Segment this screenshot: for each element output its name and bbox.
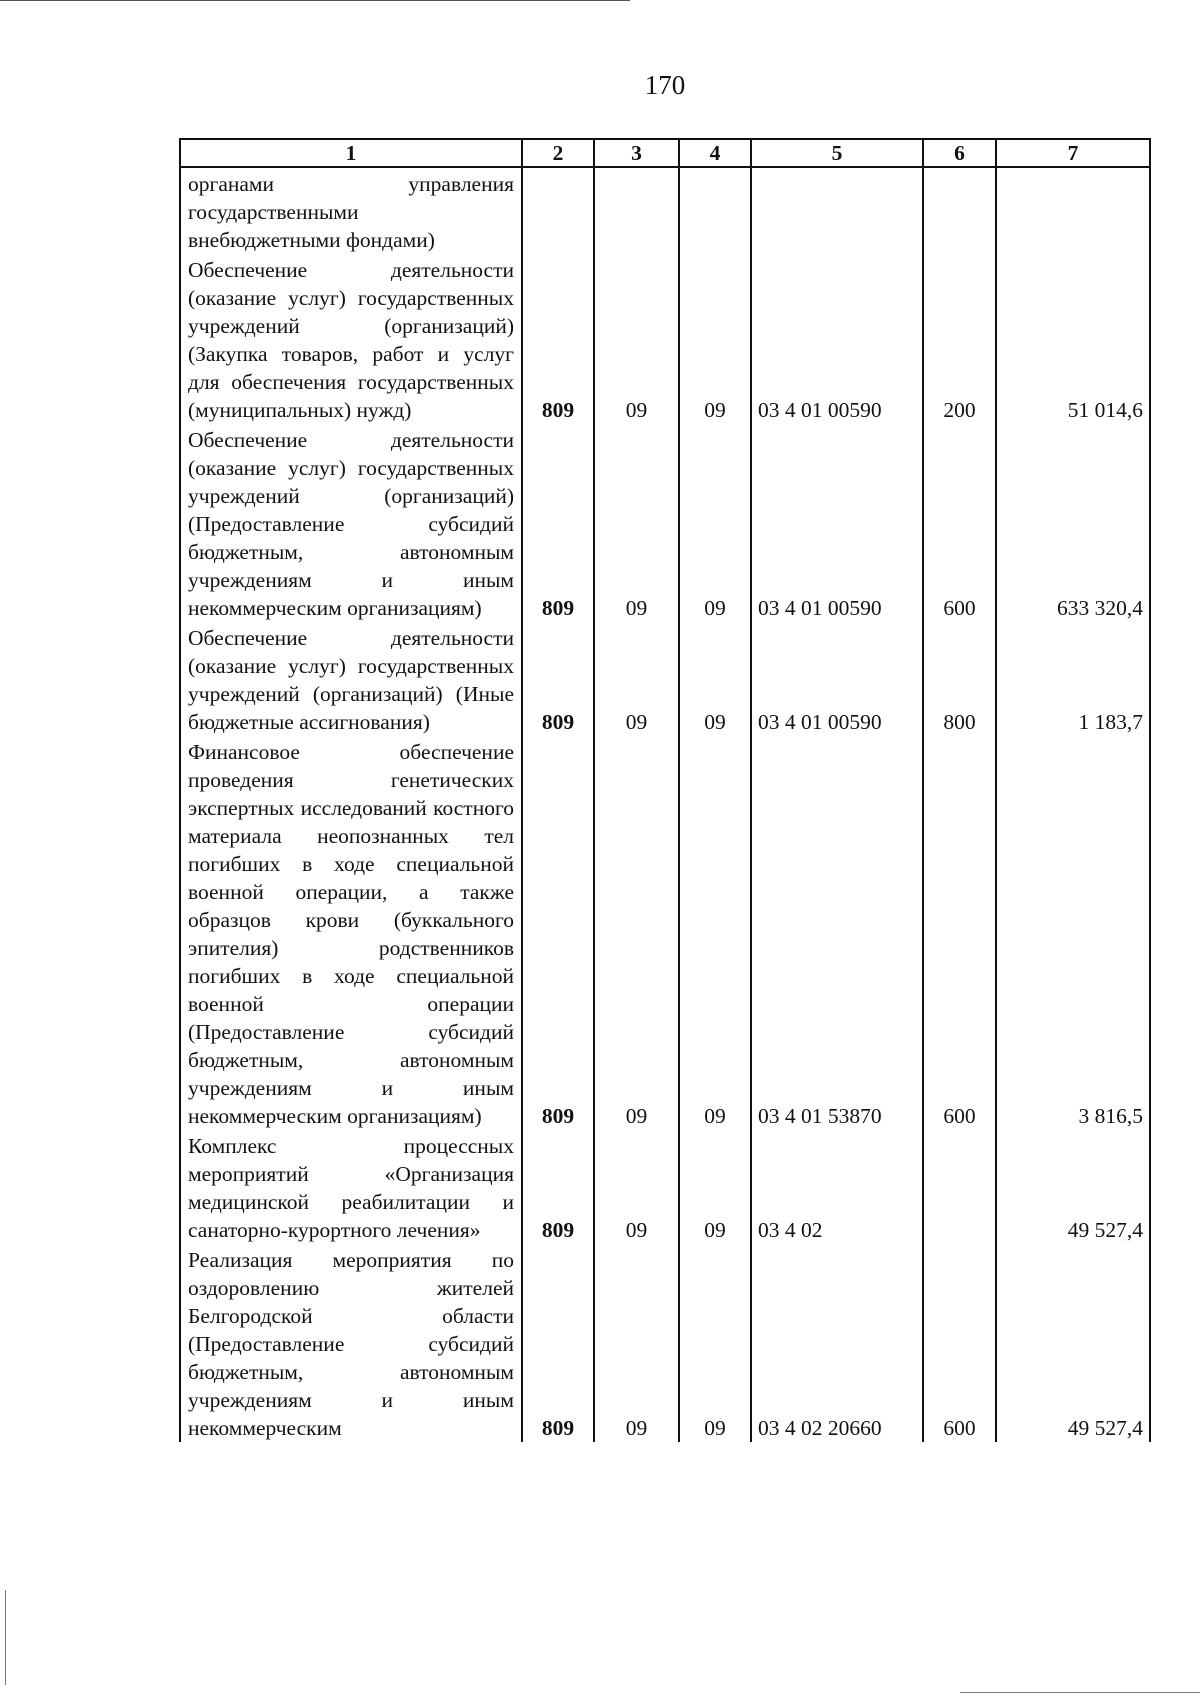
description-line: Обеспечение деятельности [188, 428, 514, 452]
table-row [180, 1244, 1150, 1442]
expense-type-cell: 600 [923, 1244, 996, 1442]
row-description [180, 254, 522, 424]
table-row [180, 167, 1150, 254]
header-row [180, 139, 1150, 167]
amount-cell: 3 816,5 [996, 736, 1150, 1130]
row-description [180, 1244, 522, 1442]
row-description [180, 736, 522, 1130]
section-cell [594, 167, 679, 254]
expense-type-cell: 600 [923, 424, 996, 622]
target-article-cell: 03 4 01 00590 [751, 622, 923, 736]
description-line: государственных учреждений [188, 286, 514, 338]
expense-type-cell [923, 1130, 996, 1244]
subsection-cell: 09 [679, 1244, 751, 1442]
amount-cell: 49 527,4 [996, 1130, 1150, 1244]
subsection-cell: 09 [679, 424, 751, 622]
description-line: (оказание услуг) [188, 654, 346, 678]
description-line: автономным учреждениям [188, 1048, 514, 1100]
description-line: Комплекс процессных [188, 1134, 514, 1158]
description-line: в ходе специальной военной [188, 852, 515, 904]
description-line: организациям) [347, 1104, 482, 1128]
description-line: Реализация мероприятия [188, 1248, 452, 1272]
scan-edge-line-bottom [960, 1692, 1200, 1693]
description-line: (оказание услуг) [188, 456, 346, 480]
target-article-cell: 03 4 02 20660 [751, 1244, 923, 1442]
description-line: родственников погибших [188, 936, 514, 988]
amount-cell [996, 167, 1150, 254]
subsection-cell: 09 [679, 736, 751, 1130]
description-line: (организаций) (Иные [312, 682, 514, 706]
expense-type-cell [923, 167, 996, 254]
row-description [180, 622, 522, 736]
row-description [180, 1130, 522, 1244]
column-header-3: 3 [594, 139, 679, 167]
description-line: государственными [188, 200, 359, 224]
description-line: организациям) [347, 596, 482, 620]
admin-code-cell: 809 [522, 424, 594, 622]
admin-code-cell [522, 167, 594, 254]
page-number: 170 [644, 70, 686, 100]
description-line: органами управления [188, 172, 514, 196]
description-line: (организаций) (Закупка [188, 314, 514, 366]
description-line: (организаций) (Предоставление [188, 484, 514, 536]
description-line: в ходе специальной военной [188, 964, 515, 1016]
section-cell: 09 [594, 424, 679, 622]
table-body [180, 167, 1150, 1442]
table-row [180, 736, 1150, 1130]
description-line: иным некоммерческим [188, 568, 514, 620]
description-line: (муниципальных) нужд) [188, 398, 412, 422]
amount-cell: 633 320,4 [996, 424, 1150, 622]
description-line: экспертных исследований [188, 796, 427, 820]
description-line: операции (Предоставление [188, 992, 514, 1044]
column-header-2: 2 [522, 139, 594, 167]
description-line: лечения» [396, 1218, 481, 1242]
description-line: костного материала [188, 796, 514, 848]
target-article-cell: 03 4 02 [751, 1130, 923, 1244]
target-article-cell [751, 167, 923, 254]
description-line: учреждениям и иным [188, 1388, 514, 1412]
admin-code-cell: 809 [522, 1130, 594, 1244]
description-line: (оказание услуг) [188, 286, 346, 310]
section-cell: 09 [594, 254, 679, 424]
row-description [180, 167, 522, 254]
target-article-cell: 03 4 01 53870 [751, 736, 923, 1130]
table-row [180, 254, 1150, 424]
description-line: и иным некоммерческим [188, 1076, 514, 1128]
description-line: некоммерческим [188, 1416, 342, 1440]
table-row [180, 424, 1150, 622]
amount-cell: 49 527,4 [996, 1244, 1150, 1442]
admin-code-cell: 809 [522, 254, 594, 424]
amount-cell: 1 183,7 [996, 622, 1150, 736]
description-line: автономным учреждениям и [188, 540, 514, 592]
column-header-7: 7 [996, 139, 1150, 167]
expense-type-cell: 600 [923, 736, 996, 1130]
description-line: бюджетным, автономным [188, 1360, 514, 1384]
description-line: Белгородской области [188, 1304, 514, 1328]
description-line: Обеспечение деятельности [188, 626, 514, 650]
description-line: Обеспечение деятельности [188, 258, 514, 282]
description-line: мероприятий «Организация [188, 1162, 514, 1186]
description-line: государственных учреждений [188, 456, 514, 508]
description-line: субсидий бюджетным, [188, 512, 514, 564]
budget-table [179, 138, 1151, 1442]
expense-type-cell: 800 [923, 622, 996, 736]
description-line: неопознанных тел погибших [188, 824, 514, 876]
subsection-cell: 09 [679, 254, 751, 424]
row-description [180, 424, 522, 622]
description-line: государственных учреждений [188, 654, 514, 706]
section-cell: 09 [594, 736, 679, 1130]
description-line: медицинской реабилитации [188, 1190, 470, 1214]
description-line: для обеспечения [188, 370, 347, 394]
admin-code-cell: 809 [522, 1244, 594, 1442]
admin-code-cell: 809 [522, 736, 594, 1130]
description-line: товаров, работ и услуг [281, 342, 515, 366]
column-header-5: 5 [751, 139, 923, 167]
description-line: внебюджетными фондами) [188, 228, 435, 252]
description-line: государственных [357, 370, 514, 394]
admin-code-cell: 809 [522, 622, 594, 736]
description-line: бюджетные ассигнования) [188, 710, 430, 734]
amount-cell: 51 014,6 [996, 254, 1150, 424]
section-cell: 09 [594, 1244, 679, 1442]
description-line: (Предоставление субсидий [188, 1332, 514, 1356]
table-row [180, 622, 1150, 736]
description-line: по оздоровлению жителей [188, 1248, 514, 1300]
target-article-cell: 03 4 01 00590 [751, 254, 923, 424]
description-line: крови (буккального эпителия) [188, 908, 514, 960]
column-header-4: 4 [679, 139, 751, 167]
description-line: субсидий бюджетным, [188, 1020, 514, 1072]
expense-type-cell: 200 [923, 254, 996, 424]
scan-edge-line-left [5, 1590, 6, 1685]
section-cell: 09 [594, 622, 679, 736]
subsection-cell: 09 [679, 622, 751, 736]
section-cell: 09 [594, 1130, 679, 1244]
description-line: Финансовое обеспечение [188, 740, 514, 764]
description-line: проведения генетических [188, 768, 514, 792]
column-header-6: 6 [923, 139, 996, 167]
column-header-1: 1 [180, 139, 522, 167]
subsection-cell: 09 [679, 1130, 751, 1244]
description-line: операции, а также образцов [188, 880, 514, 932]
subsection-cell [679, 167, 751, 254]
description-line: и санаторно-курортного [188, 1190, 514, 1242]
scan-edge-line-top [0, 0, 630, 1]
table-row [180, 1130, 1150, 1244]
target-article-cell: 03 4 01 00590 [751, 424, 923, 622]
